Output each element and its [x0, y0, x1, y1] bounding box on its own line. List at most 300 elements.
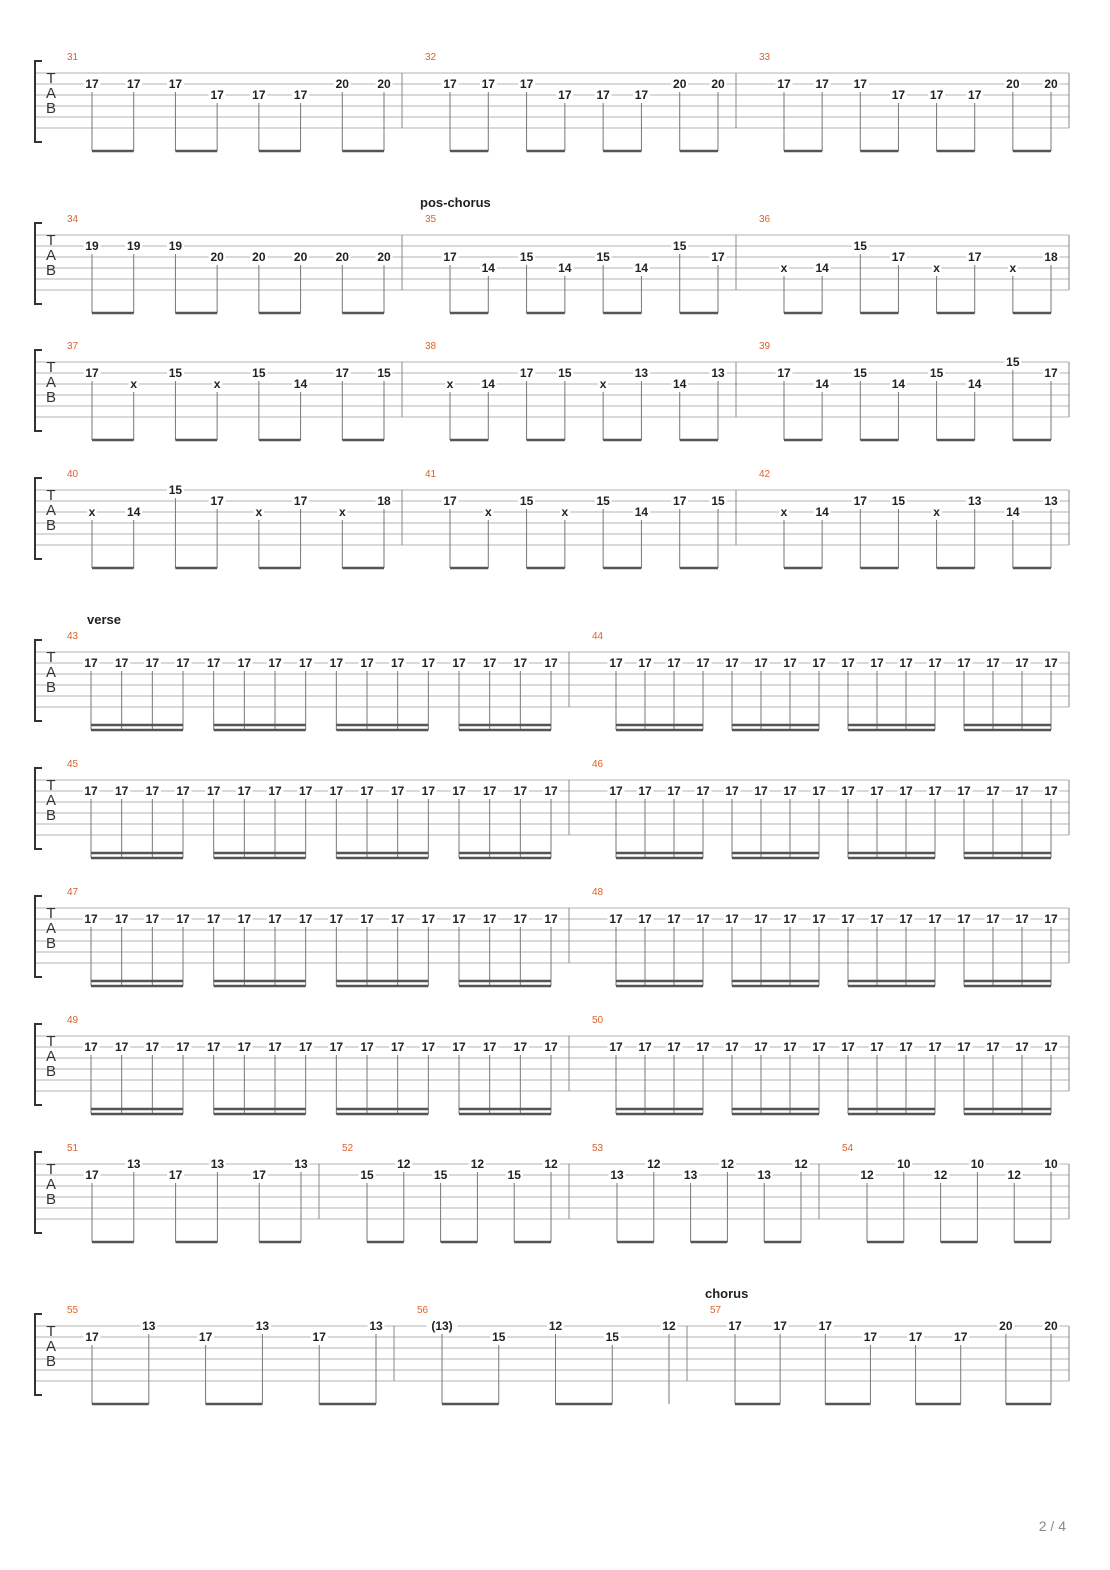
measure-number: 43	[67, 631, 79, 642]
tab-clef-letter: A	[45, 1176, 57, 1193]
measure-number: 47	[67, 887, 79, 898]
tab-clef-letter: A	[45, 374, 57, 391]
fret-number: 17	[841, 912, 855, 926]
fret-number: 17	[390, 656, 405, 670]
fret-number: 17	[198, 1330, 213, 1344]
fret-number: 17	[928, 912, 942, 926]
tab-clef-letter: A	[45, 1048, 57, 1065]
fret-number: 17	[544, 912, 558, 926]
fret-number: 17	[390, 1040, 405, 1054]
measure-number: 52	[342, 1143, 354, 1154]
fret-number: 15	[507, 1168, 521, 1182]
fret-number: 15	[1006, 355, 1020, 369]
fret-number: 17	[329, 656, 344, 670]
tab-clef-letter: B	[45, 1353, 57, 1370]
fret-number: 15	[519, 494, 534, 508]
fret-number: 17	[812, 784, 826, 798]
tab-clef-letter: B	[45, 517, 57, 534]
fret-number: 17	[728, 1319, 742, 1333]
fret-number: 17	[114, 912, 129, 926]
tab-clef-letter: T	[46, 905, 56, 922]
fret-number: 17	[298, 784, 313, 798]
fret-number: 17	[899, 912, 913, 926]
fret-number: 20	[1044, 77, 1058, 91]
tab-clef-letter: B	[45, 807, 57, 824]
fret-number: 17	[870, 784, 884, 798]
fret-number: 15	[252, 366, 266, 380]
fret-number: 17	[667, 784, 681, 798]
measure-number: 57	[710, 1305, 722, 1316]
tab-clef-letter: B	[45, 1191, 57, 1208]
fret-number: 17	[815, 77, 829, 91]
fret-number: 17	[443, 494, 457, 508]
tab-clef-letter: A	[45, 792, 57, 809]
fret-number: 17	[268, 784, 282, 798]
fret-number: 17	[421, 784, 436, 798]
tab-clef-letter: T	[46, 777, 56, 794]
measure-number: 40	[67, 469, 79, 480]
tab-clef-letter: T	[46, 359, 56, 376]
fret-number: 14	[673, 377, 687, 391]
fret-number: 17	[482, 912, 497, 926]
fret-number: 12	[662, 1319, 676, 1333]
fret-number: 15	[596, 250, 610, 264]
tab-clef-letter: A	[45, 247, 57, 264]
fret-number: 15	[673, 239, 687, 253]
fret-number: 14	[815, 505, 829, 519]
tab-clef-letter: T	[46, 1161, 56, 1178]
fret-number: 17	[145, 784, 160, 798]
fret-number: 17	[206, 912, 221, 926]
fret-number: 15	[605, 1330, 619, 1344]
fret-number: 17	[85, 1330, 99, 1344]
fret-number: 17	[84, 1040, 98, 1054]
fret-number: 17	[667, 912, 681, 926]
fret-number: 17	[513, 1040, 528, 1054]
fret-number: 10	[1044, 1157, 1058, 1171]
fret-number: 17	[329, 912, 344, 926]
fret-number: 12	[647, 1157, 661, 1171]
fret-number: 17	[206, 656, 221, 670]
fret-number: 14	[127, 505, 141, 519]
fret-number: 17	[85, 366, 99, 380]
fret-number: 13	[683, 1168, 698, 1182]
fret-number: 17	[1015, 784, 1029, 798]
fret-number: 10	[970, 1157, 985, 1171]
fret-number: 17	[360, 784, 374, 798]
fret-number: 17	[777, 366, 791, 380]
fret-number: 17	[390, 784, 405, 798]
fret-number: 17	[298, 912, 313, 926]
fret-number: 14	[891, 377, 906, 391]
measure-number: 55	[67, 1305, 79, 1316]
fret-number: 17	[841, 656, 855, 670]
fret-number: 12	[544, 1157, 558, 1171]
measure-number: 53	[592, 1143, 604, 1154]
fret-number: 17	[928, 784, 942, 798]
fret-number: 20	[335, 77, 349, 91]
fret-number: 13	[294, 1157, 308, 1171]
fret-number: 17	[84, 784, 98, 798]
fret-number: 17	[609, 912, 623, 926]
fret-number: 17	[390, 912, 405, 926]
fret-number: 20	[1006, 77, 1020, 91]
fret-number: 13	[142, 1319, 156, 1333]
tab-clef-letter: A	[45, 502, 57, 519]
measure-number: 56	[417, 1305, 429, 1316]
fret-number: 15	[596, 494, 610, 508]
dead-note: x	[484, 505, 492, 519]
fret-number: 17	[176, 1040, 190, 1054]
fret-number: 14	[1006, 505, 1020, 519]
fret-number: 17	[638, 656, 652, 670]
fret-number: 17	[696, 1040, 710, 1054]
fret-number: 17	[783, 784, 797, 798]
fret-number: 17	[335, 366, 349, 380]
fret-number: 17	[638, 912, 652, 926]
fret-number: 12	[1007, 1168, 1021, 1182]
fret-number: 14	[481, 377, 495, 391]
fret-number: 17	[870, 1040, 884, 1054]
fret-number: 13	[968, 494, 982, 508]
fret-number: 17	[754, 1040, 768, 1054]
fret-number: 20	[1044, 1319, 1058, 1333]
fret-number: 17	[482, 1040, 497, 1054]
fret-number: 20	[210, 250, 224, 264]
fret-number: 17	[899, 784, 913, 798]
fret-number: 17	[237, 784, 252, 798]
page-number: 2 / 4	[1038, 1518, 1066, 1534]
fret-number: 17	[870, 656, 884, 670]
tab-clef-letter: A	[45, 920, 57, 937]
fret-number: 17	[968, 250, 982, 264]
fret-number: 17	[85, 1168, 99, 1182]
fret-number: 17	[773, 1319, 787, 1333]
fret-number: 17	[421, 912, 436, 926]
fret-number: 17	[481, 77, 495, 91]
fret-number: 12	[860, 1168, 874, 1182]
fret-number: 17	[899, 656, 913, 670]
fret-number: 17	[558, 88, 572, 102]
measure-number: 49	[67, 1015, 79, 1026]
fret-number: 17	[818, 1319, 832, 1333]
measure-number: 46	[592, 759, 604, 770]
fret-number: 17	[312, 1330, 326, 1344]
fret-number: 17	[482, 784, 497, 798]
fret-number: 15	[433, 1168, 448, 1182]
fret-number: 17	[519, 366, 534, 380]
fret-number: 17	[609, 656, 623, 670]
fret-number: 17	[168, 77, 183, 91]
fret-number: 17	[841, 1040, 855, 1054]
fret-number: 17	[114, 656, 129, 670]
fret-number: 14	[634, 261, 649, 275]
fret-number: 17	[176, 912, 190, 926]
fret-number: 14	[293, 377, 308, 391]
fret-number: 17	[452, 1040, 466, 1054]
measure-number: 37	[67, 341, 79, 352]
dead-note: x	[561, 505, 569, 519]
fret-number: 17	[986, 912, 1000, 926]
measure-number: 45	[67, 759, 79, 770]
tab-clef-letter: B	[45, 679, 57, 696]
fret-number: 19	[85, 239, 99, 253]
fret-number: 14	[558, 261, 572, 275]
measure-number: 51	[67, 1143, 79, 1154]
fret-number: 17	[513, 912, 528, 926]
measure-number: 36	[759, 214, 771, 225]
fret-number: 17	[634, 88, 649, 102]
measure-number: 32	[425, 52, 437, 63]
fret-number: 13	[1044, 494, 1058, 508]
section-label: pos-chorus	[420, 195, 491, 210]
fret-number: 20	[252, 250, 266, 264]
fret-number: 17	[1015, 656, 1029, 670]
fret-number: 17	[812, 1040, 826, 1054]
fret-number: 17	[443, 77, 457, 91]
dead-note: x	[213, 377, 221, 391]
fret-number: 17	[252, 88, 266, 102]
tab-clef-letter: T	[46, 1033, 56, 1050]
fret-number: 20	[673, 77, 687, 91]
tab-clef-letter: T	[46, 487, 56, 504]
fret-number: 14	[815, 261, 829, 275]
fret-number: 17	[783, 656, 797, 670]
fret-number: 15	[492, 1330, 506, 1344]
dead-note: x	[599, 377, 607, 391]
tab-clef-letter: B	[45, 262, 57, 279]
fret-number: 20	[711, 77, 725, 91]
dead-note: x	[88, 505, 96, 519]
measure-number: 33	[759, 52, 771, 63]
fret-number: 17	[863, 1330, 878, 1344]
fret-number: 17	[206, 1040, 221, 1054]
fret-number: 17	[754, 912, 768, 926]
fret-number: 17	[544, 1040, 558, 1054]
fret-number: 17	[329, 1040, 344, 1054]
measure-number: 35	[425, 214, 437, 225]
fret-number: 13	[255, 1319, 270, 1333]
fret-number: 15	[558, 366, 572, 380]
fret-number: 17	[891, 88, 906, 102]
fret-number: 17	[168, 1168, 183, 1182]
fret-number: 17	[968, 88, 982, 102]
fret-number: 17	[928, 1040, 942, 1054]
fret-number: 17	[667, 656, 681, 670]
tab-clef-letter: B	[45, 1063, 57, 1080]
fret-number: 17	[252, 1168, 266, 1182]
fret-number: 15	[519, 250, 534, 264]
fret-number: 13	[210, 1157, 225, 1171]
fret-number: 12	[548, 1319, 563, 1333]
fret-number: 17	[298, 656, 313, 670]
fret-number: 17	[329, 784, 344, 798]
dead-note: x	[338, 505, 346, 519]
fret-number: 17	[812, 656, 826, 670]
fret-number: 15	[853, 366, 867, 380]
tab-clef-letter: B	[45, 100, 57, 117]
measure-number: 42	[759, 469, 771, 480]
fret-number: 17	[986, 656, 1000, 670]
fret-number: 17	[210, 88, 224, 102]
fret-number: 17	[298, 1040, 313, 1054]
fret-number: 17	[725, 784, 739, 798]
fret-number: 12	[397, 1157, 411, 1171]
fret-number: 17	[452, 784, 466, 798]
fret-number: 17	[754, 656, 768, 670]
fret-number: 17	[452, 656, 466, 670]
fret-number: 15	[360, 1168, 374, 1182]
fret-number: 17	[711, 250, 725, 264]
fret-number: 10	[897, 1157, 911, 1171]
measure-number: 38	[425, 341, 437, 352]
fret-number: 20	[999, 1319, 1013, 1333]
fret-number: 12	[470, 1157, 485, 1171]
fret-number: 17	[929, 88, 944, 102]
fret-number: 17	[293, 494, 308, 508]
fret-number: 17	[783, 1040, 797, 1054]
dead-note: x	[255, 505, 263, 519]
fret-number: 15	[853, 239, 867, 253]
fret-number: 20	[377, 77, 391, 91]
fret-number: 17	[513, 656, 528, 670]
fret-number: 17	[145, 656, 160, 670]
fret-number: 17	[268, 1040, 282, 1054]
fret-number: 12	[933, 1168, 948, 1182]
measure-number: 34	[67, 214, 79, 225]
fret-number: 13	[610, 1168, 624, 1182]
tab-clef-letter: B	[45, 389, 57, 406]
fret-number: 17	[777, 77, 791, 91]
fret-number: 14	[815, 377, 829, 391]
fret-number: 20	[377, 250, 391, 264]
fret-number: 17	[1044, 656, 1058, 670]
fret-number: 17	[899, 1040, 913, 1054]
tab-clef-letter: A	[45, 664, 57, 681]
fret-number: 17	[754, 784, 768, 798]
fret-number: 17	[127, 77, 141, 91]
fret-number: 17	[206, 784, 221, 798]
dead-note: x	[1009, 261, 1017, 275]
fret-number: 17	[443, 250, 457, 264]
fret-number: 15	[891, 494, 906, 508]
measure-number: 41	[425, 469, 437, 480]
fret-number: 17	[360, 656, 374, 670]
tab-clef-letter: T	[46, 649, 56, 666]
tab-clef-letter: A	[45, 85, 57, 102]
measure-number: 54	[842, 1143, 854, 1154]
fret-number: 13	[127, 1157, 141, 1171]
fret-number: 17	[638, 784, 652, 798]
fret-number: 17	[1015, 1040, 1029, 1054]
fret-number: 17	[268, 912, 282, 926]
fret-number: 17	[853, 494, 867, 508]
fret-number: 17	[421, 656, 436, 670]
fret-number: 17	[237, 912, 252, 926]
fret-number: 17	[84, 656, 98, 670]
fret-number: 17	[85, 77, 99, 91]
fret-number: 17	[638, 1040, 652, 1054]
fret-number: 17	[452, 912, 466, 926]
measure-number: 48	[592, 887, 604, 898]
fret-number: 17	[870, 912, 884, 926]
fret-number: 18	[1044, 250, 1058, 264]
tab-clef-letter: A	[45, 1338, 57, 1355]
fret-number: 12	[720, 1157, 735, 1171]
section-label: verse	[87, 612, 121, 627]
fret-number: 20	[335, 250, 349, 264]
dead-note: x	[130, 377, 138, 391]
fret-number: 19	[168, 239, 183, 253]
fret-number: 17	[145, 1040, 160, 1054]
tab-clef-letter: T	[46, 1323, 56, 1340]
fret-number: 20	[293, 250, 308, 264]
fret-number: 17	[293, 88, 308, 102]
fret-number: (13)	[431, 1319, 453, 1333]
fret-number: 13	[634, 366, 649, 380]
fret-number: 17	[696, 912, 710, 926]
fret-number: 17	[1044, 1040, 1058, 1054]
fret-number: 17	[360, 912, 374, 926]
fret-number: 17	[841, 784, 855, 798]
fret-number: 17	[519, 77, 534, 91]
fret-number: 17	[725, 912, 739, 926]
fret-number: 17	[237, 1040, 252, 1054]
fret-number: 17	[957, 1040, 971, 1054]
fret-number: 17	[891, 250, 906, 264]
fret-number: 17	[513, 784, 528, 798]
fret-number: 17	[783, 912, 797, 926]
fret-number: 17	[725, 1040, 739, 1054]
fret-number: 13	[757, 1168, 771, 1182]
fret-number: 17	[421, 1040, 436, 1054]
measure-number: 44	[592, 631, 604, 642]
fret-number: 17	[673, 494, 687, 508]
dead-note: x	[933, 261, 940, 275]
fret-number: 13	[711, 366, 725, 380]
fret-number: 17	[986, 1040, 1000, 1054]
fret-number: 14	[634, 505, 649, 519]
tab-clef-letter: T	[46, 232, 56, 249]
fret-number: 15	[377, 366, 391, 380]
fret-number: 17	[1044, 366, 1058, 380]
fret-number: 17	[84, 912, 98, 926]
fret-number: 17	[609, 1040, 623, 1054]
fret-number: 17	[268, 656, 282, 670]
fret-number: 17	[1015, 912, 1029, 926]
tab-clef-letter: T	[46, 70, 56, 87]
fret-number: 17	[360, 1040, 374, 1054]
dead-note: x	[446, 377, 454, 391]
fret-number: 17	[145, 912, 160, 926]
fret-number: 17	[114, 1040, 129, 1054]
fret-number: 17	[928, 656, 942, 670]
fret-number: 17	[908, 1330, 923, 1344]
fret-number: 15	[929, 366, 944, 380]
fret-number: 17	[853, 77, 867, 91]
measure-number: 39	[759, 341, 771, 352]
fret-number: 17	[596, 88, 610, 102]
fret-number: 19	[127, 239, 141, 253]
fret-number: 17	[812, 912, 826, 926]
measure-number: 50	[592, 1015, 604, 1026]
fret-number: 17	[667, 1040, 681, 1054]
dead-note: x	[780, 505, 788, 519]
fret-number: 14	[481, 261, 495, 275]
fret-number: 17	[957, 784, 971, 798]
fret-number: 17	[986, 784, 1000, 798]
fret-number: 17	[210, 494, 224, 508]
